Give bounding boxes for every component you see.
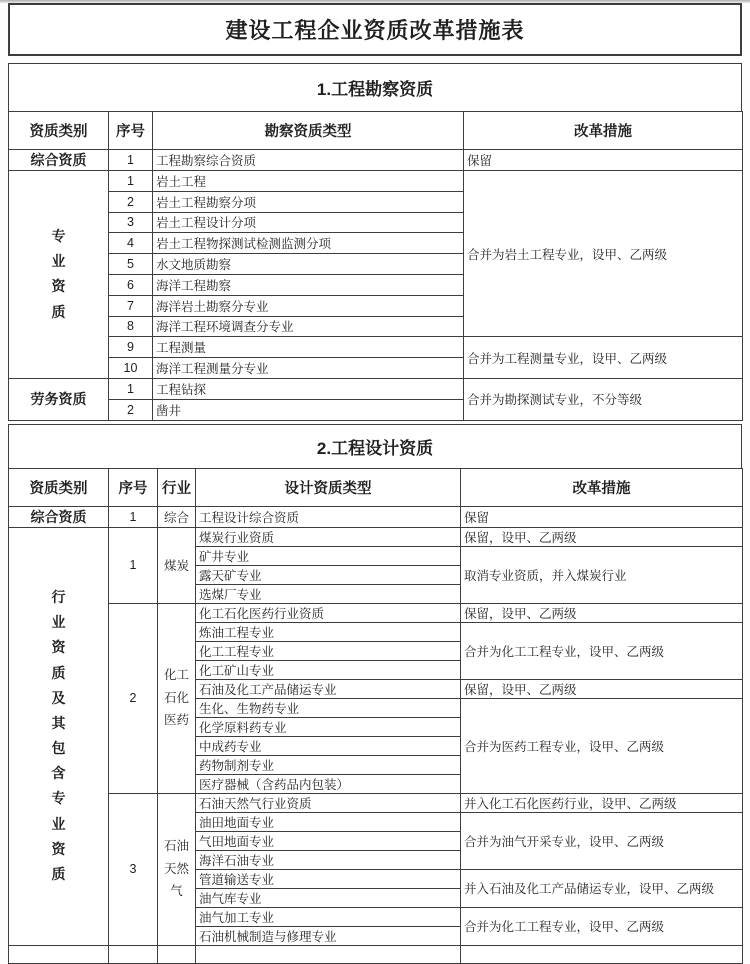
table-row: [9, 171, 743, 192]
table-cell: 9: [109, 337, 153, 358]
table-cell: 中成药专业: [196, 736, 461, 755]
column-header: 资质类别: [9, 112, 109, 150]
table-cell: 2: [109, 603, 158, 793]
table-cell: 海洋石油专业: [196, 850, 461, 869]
table-cell: 5: [109, 254, 153, 275]
table-cell: 化学原料药专业: [196, 717, 461, 736]
column-header: 行业: [158, 468, 196, 506]
table-cell: 合并为工程测量专业，设甲、乙两级: [464, 337, 743, 379]
table-cell: 并入化工石化医药行业，设甲、乙两级: [461, 793, 743, 812]
table-row: [9, 527, 743, 546]
table-cell: 保留，设甲、乙两级: [461, 679, 743, 698]
spacer: [8, 56, 742, 63]
table-cell: 工程勘察综合资质: [153, 150, 464, 171]
table-cell: 工程设计综合资质: [196, 506, 461, 527]
table-cell: 1: [109, 527, 158, 603]
page-title: 建设工程企业资质改革措施表: [8, 3, 742, 56]
table-cell: 劳务资质: [9, 378, 109, 420]
table-cell: 10: [109, 358, 153, 379]
column-header: 资质类别: [9, 468, 109, 506]
table-cell: 岩土工程: [153, 171, 464, 192]
table-cell: 凿井: [153, 399, 464, 420]
table-cell: 选煤厂专业: [196, 584, 461, 603]
table-cell: 煤炭: [158, 527, 196, 603]
table-row: [9, 945, 743, 964]
table-cell: 海洋岩土勘察分专业: [153, 295, 464, 316]
table-cell: 1: [109, 150, 153, 171]
table-cell: 石油机械制造与修理专业: [196, 926, 461, 945]
table-row: [9, 793, 743, 812]
section-survey-title: 1.工程勘察资质: [8, 63, 742, 111]
table-cell: 6: [109, 274, 153, 295]
table-cell: 炼油工程专业: [196, 622, 461, 641]
column-header: 改革措施: [461, 468, 743, 506]
column-header: 改革措施: [464, 112, 743, 150]
table-cell: 2: [109, 399, 153, 420]
table-cell: 8: [109, 316, 153, 337]
table-cell: 管道输送专业: [196, 869, 461, 888]
table-cell: 工程测量: [153, 337, 464, 358]
table-cell: 化工石化医药: [158, 603, 196, 793]
table-cell: 行业资质及其包含专业资质: [9, 527, 109, 945]
survey-qualification-table: [8, 111, 743, 421]
column-header: 设计资质类型: [196, 468, 461, 506]
table-cell: 合并为油气开采专业，设甲、乙两级: [461, 812, 743, 869]
table-row: [9, 337, 743, 358]
table-cell: 保留: [461, 506, 743, 527]
table-cell: 合并为勘探测试专业，不分等级: [464, 378, 743, 420]
table-cell: 矿井专业: [196, 546, 461, 565]
table-cell: 油田地面专业: [196, 812, 461, 831]
table-cell: [196, 945, 461, 964]
table-cell: 化工矿山专业: [196, 660, 461, 679]
document-page: [8, 3, 742, 964]
table-cell: 合并为岩土工程专业，设甲、乙两级: [464, 171, 743, 337]
table-cell: 7: [109, 295, 153, 316]
column-header: 序号: [109, 112, 153, 150]
table-cell: 药物制剂专业: [196, 755, 461, 774]
table-cell: 1: [109, 506, 158, 527]
section-survey: [8, 63, 742, 421]
table-cell: [158, 945, 196, 964]
table-cell: 综合: [158, 506, 196, 527]
table-row: [9, 378, 743, 399]
table-cell: 专业资质: [9, 171, 109, 379]
table-cell: 海洋工程环境调查分专业: [153, 316, 464, 337]
table-cell: 3: [109, 212, 153, 233]
table-cell: 2: [109, 191, 153, 212]
table-cell: 综合资质: [9, 506, 109, 527]
table-cell: 石油及化工产品储运专业: [196, 679, 461, 698]
table-cell: 1: [109, 378, 153, 399]
table-cell: [9, 945, 109, 964]
table-cell: 取消专业资质，并入煤炭行业: [461, 546, 743, 603]
table-header-row: [9, 112, 743, 150]
table-cell: 保留: [464, 150, 743, 171]
table-cell: 岩土工程物探测试检测监测分项: [153, 233, 464, 254]
table-cell: 煤炭行业资质: [196, 527, 461, 546]
table-cell: 海洋工程测量分专业: [153, 358, 464, 379]
table-cell: 露天矿专业: [196, 565, 461, 584]
table-cell: 医疗器械（含药品内包装）: [196, 774, 461, 793]
table-cell: 并入石油及化工产品储运专业，设甲、乙两级: [461, 869, 743, 907]
table-cell: 石油天然气: [158, 793, 196, 945]
table-cell: 水文地质勘察: [153, 254, 464, 275]
table-cell: 油气库专业: [196, 888, 461, 907]
table-cell: 石油天然气行业资质: [196, 793, 461, 812]
table-row: [9, 506, 743, 527]
table-cell: 合并为医药工程专业，设甲、乙两级: [461, 698, 743, 793]
section-design-title: 2.工程设计资质: [8, 424, 742, 468]
table-cell: 1: [109, 171, 153, 192]
table-cell: 3: [109, 793, 158, 945]
table-row: [9, 150, 743, 171]
design-qualification-table: [8, 468, 743, 964]
table-cell: 岩土工程设计分项: [153, 212, 464, 233]
table-cell: 岩土工程勘察分项: [153, 191, 464, 212]
table-cell: 保留，设甲、乙两级: [461, 603, 743, 622]
table-cell: 综合资质: [9, 150, 109, 171]
table-cell: 油气加工专业: [196, 907, 461, 926]
column-header: 勘察资质类型: [153, 112, 464, 150]
table-cell: 气田地面专业: [196, 831, 461, 850]
table-row: [9, 603, 743, 622]
table-cell: 4: [109, 233, 153, 254]
table-cell: 化工工程专业: [196, 641, 461, 660]
table-cell: 海洋工程勘察: [153, 274, 464, 295]
table-cell: 保留，设甲、乙两级: [461, 527, 743, 546]
table-cell: 生化、生物药专业: [196, 698, 461, 717]
table-cell: [461, 945, 743, 964]
table-cell: [109, 945, 158, 964]
table-cell: 合并为化工工程专业，设甲、乙两级: [461, 907, 743, 945]
table-header-row: [9, 468, 743, 506]
table-cell: 合并为化工工程专业，设甲、乙两级: [461, 622, 743, 679]
table-cell: 化工石化医药行业资质: [196, 603, 461, 622]
column-header: 序号: [109, 468, 158, 506]
section-design: [8, 424, 742, 964]
table-cell: 工程钻探: [153, 378, 464, 399]
